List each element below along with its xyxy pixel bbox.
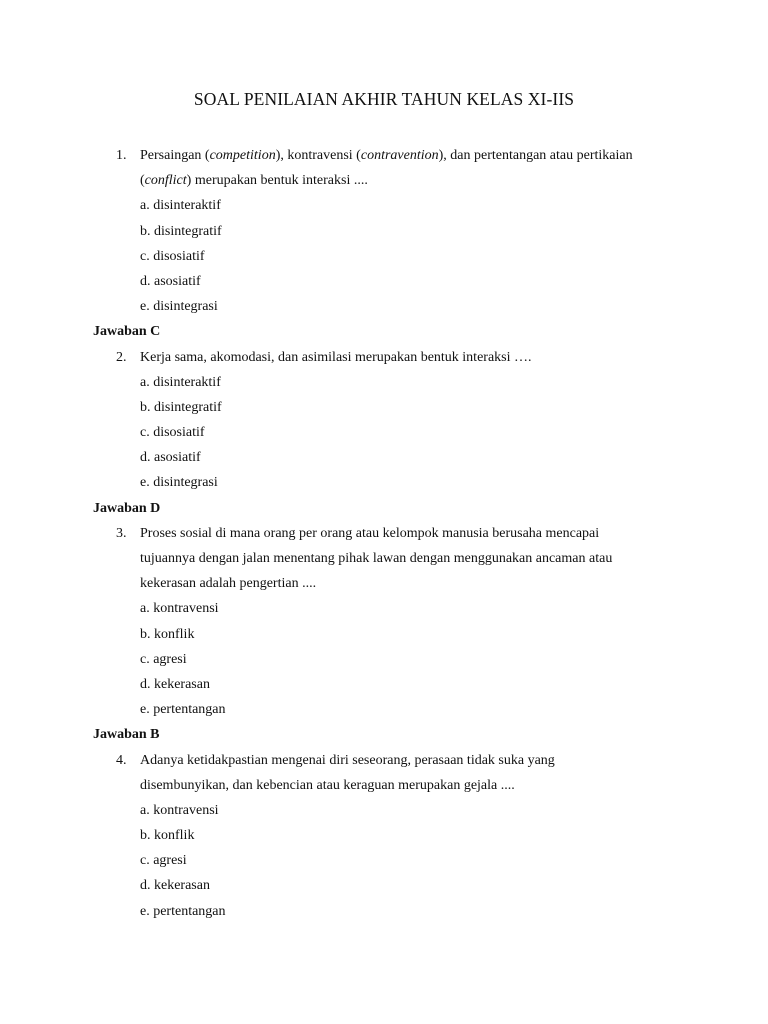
option-c: c. disosiatif	[140, 425, 205, 441]
option-e: e. pertentangan	[140, 903, 226, 919]
option-c: c. disosiatif	[140, 248, 205, 264]
option-b: b. disintegratif	[140, 399, 222, 415]
option-a: a. kontravensi	[140, 601, 219, 617]
page-title: SOAL PENILAIAN AKHIR TAHUN KELAS XI-IIS	[193, 89, 575, 109]
question-3	[0, 521, 768, 546]
answer-key: Jawaban C	[93, 324, 161, 340]
option-c: c. agresi	[140, 651, 187, 667]
option-e: e. disintegrasi	[140, 475, 218, 491]
option-d: d. asosiatif	[140, 273, 201, 289]
option-a: a. kontravensi	[140, 802, 219, 818]
question-number: 3.	[116, 525, 127, 541]
option-d: d. asosiatif	[140, 450, 201, 466]
question-4-continued: disembunyikan, dan kebencian atau keraguan merupakan gejala ....	[140, 777, 515, 793]
option-c: c. agresi	[140, 853, 187, 869]
question-text: Kerja sama, akomodasi, dan asimilasi merupakan bentuk interaksi ….	[140, 349, 532, 365]
answer-key: Jawaban B	[93, 727, 160, 743]
question-number: 2.	[116, 349, 127, 365]
option-a: a. disinteraktif	[140, 198, 221, 214]
question-1-continued	[0, 168, 768, 193]
question-list	[0, 143, 768, 924]
question-2	[0, 345, 768, 370]
option-b: b. disintegratif	[140, 223, 222, 239]
question-number: 1.	[116, 148, 127, 163]
question-1	[0, 143, 768, 168]
question-4	[0, 748, 768, 773]
option-d: d. kekerasan	[140, 878, 210, 894]
question-number: 4.	[116, 752, 127, 768]
question-3-continued: kekerasan adalah pengertian ....	[140, 576, 317, 592]
option-b: b. konflik	[140, 626, 195, 642]
option-d: d. kekerasan	[140, 676, 210, 692]
option-e: e. pertentangan	[140, 702, 226, 718]
question-3-continued: tujuannya dengan jalan menentang pihak lawan dengan menggunakan ancaman atau	[140, 551, 613, 566]
answer-key: Jawaban D	[93, 500, 161, 516]
question-text: Adanya ketidakpastian mengenai diri seseorang, perasaan tidak suka yang	[140, 752, 555, 768]
question-text: Proses sosial di mana orang per orang atau kelompok manusia berusaha mencapai	[140, 525, 600, 541]
option-e: e. disintegrasi	[140, 299, 218, 315]
question-text: (conflict) merupakan bentuk interaksi ....	[140, 173, 368, 189]
question-text: Persaingan (competition), kontravensi (contravention), dan pertentangan atau pertikaian	[140, 148, 633, 163]
option-a: a. disinteraktif	[140, 374, 221, 390]
option-b: b. konflik	[140, 828, 195, 844]
